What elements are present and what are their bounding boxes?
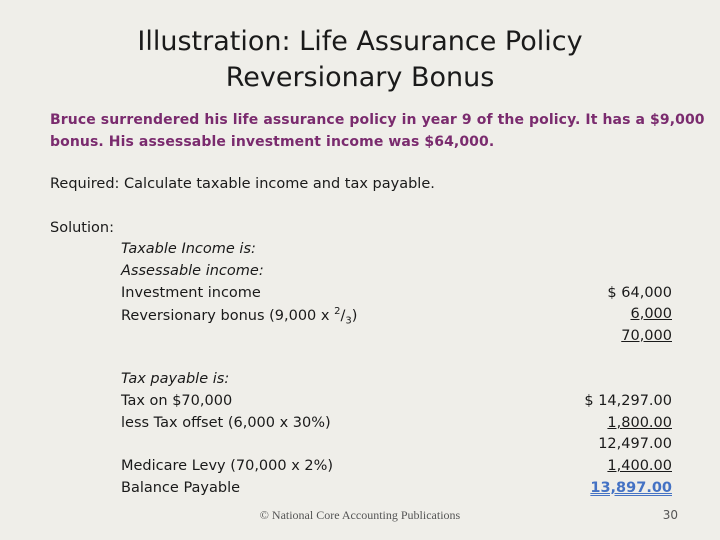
- medicare-levy-label: Medicare Levy (70,000 x 2%): [121, 458, 334, 474]
- footer-copyright: © National Core Accounting Publications: [259, 508, 461, 522]
- solution-label: Solution:: [50, 220, 114, 236]
- title-line-2: Reversionary Bonus: [225, 62, 495, 93]
- tax-on-income-value: $ 14,297.00: [584, 393, 672, 409]
- balance-payable-value: 13,897.00: [590, 480, 672, 496]
- taxable-income-total: 70,000: [621, 328, 672, 344]
- intro-line-1: Bruce surrendered his life assurance policy in year 9 of the policy. It has a $9,000: [50, 112, 705, 128]
- investment-income-value: $ 64,000: [607, 285, 672, 301]
- page-number: 30: [662, 508, 678, 522]
- tax-offset-value: 1,800.00: [607, 415, 672, 431]
- required-text: Required: Calculate taxable income and tax payable.: [50, 176, 435, 192]
- balance-payable-label: Balance Payable: [121, 480, 241, 496]
- medicare-levy-value: 1,400.00: [607, 458, 672, 474]
- tax-payable-heading: Tax payable is:: [121, 371, 230, 387]
- intro-line-2: bonus. His assessable investment income was $64,000.: [50, 134, 495, 150]
- assessable-income-heading: Assessable income:: [121, 263, 264, 279]
- tax-on-income-label: Tax on $70,000: [121, 393, 233, 409]
- taxable-income-heading: Taxable Income is:: [121, 241, 256, 257]
- reversionary-bonus-value: 6,000: [630, 306, 672, 322]
- reversionary-bonus-label: Reversionary bonus (9,000 x $^2/_3$): [121, 306, 358, 327]
- title-line-1: Illustration: Life Assurance Policy: [137, 26, 583, 57]
- tax-offset-label: less Tax offset (6,000 x 30%): [121, 415, 331, 431]
- investment-income-label: Investment income: [121, 285, 261, 301]
- subtotal-value: 12,497.00: [598, 436, 672, 452]
- slide-title: [0, 24, 720, 96]
